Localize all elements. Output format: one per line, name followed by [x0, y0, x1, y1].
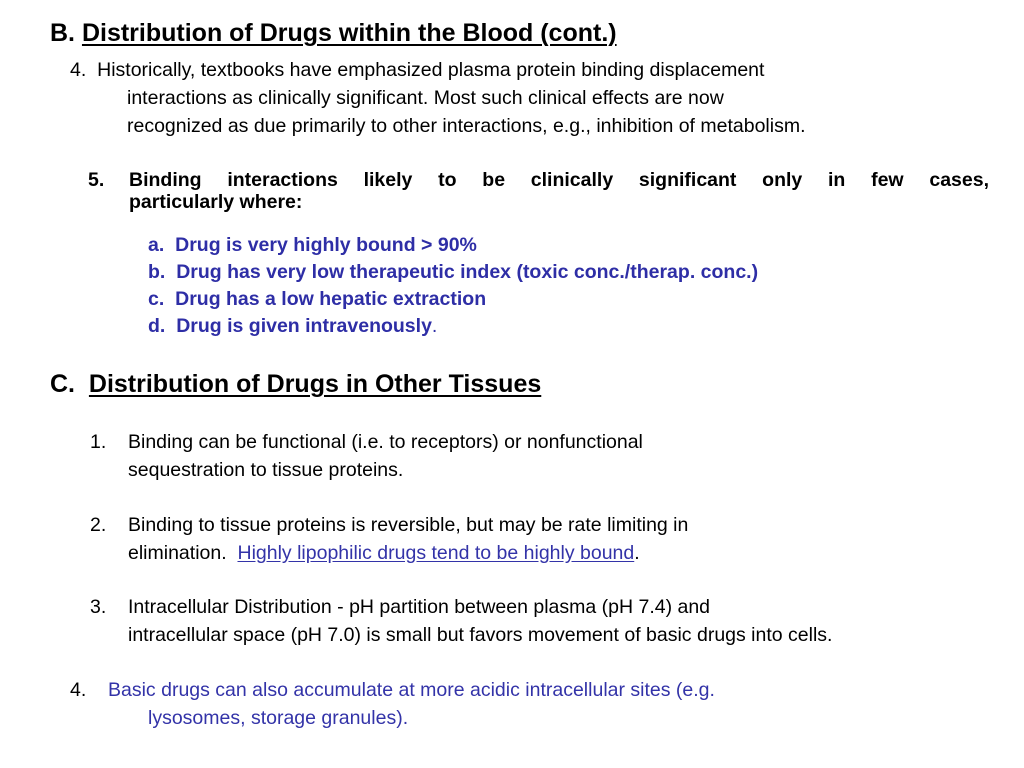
- b-item-4-line-2: interactions as clinically significant. Most such clinical effects are now: [127, 87, 724, 109]
- c-item-4-line-1: Basic drugs can also accumulate at more acidic intracellular sites (e.g.: [108, 679, 715, 701]
- b-item-5-line-2: particularly where:: [129, 191, 303, 213]
- section-b-title: Distribution of Drugs within the Blood (cont.): [81, 19, 617, 47]
- b-subitem-c-letter: c.: [148, 288, 165, 310]
- c-item-2-line-2: [128, 539, 640, 567]
- b-item-5-number: 5.: [88, 169, 105, 191]
- b-item-4-line-3: recognized as due primarily to other interactions, e.g., inhibition of metabolism.: [127, 115, 806, 137]
- c-item-3-line-2: intracellular space (pH 7.0) is small but favors movement of basic drugs into cells.: [128, 624, 833, 646]
- lipophilic-drugs-link[interactable]: Highly lipophilic drugs tend to be highly bound: [237, 542, 635, 564]
- c-item-4-number: 4.: [70, 679, 87, 701]
- b-subitem-a: [148, 234, 477, 257]
- b-subitem-a-text: Drug is very highly bound > 90%: [175, 234, 477, 256]
- b-subitem-b-text: Drug has very low therapeutic index (toxic conc./therap. conc.): [176, 261, 759, 283]
- c-item-2-suffix: .: [634, 542, 640, 564]
- c-item-2-prefix: elimination.: [128, 542, 227, 564]
- b-subitem-b: [148, 261, 758, 284]
- section-c-heading: [50, 370, 541, 399]
- section-b-heading: [50, 19, 617, 48]
- c-item-2-line-1: Binding to tissue proteins is reversible, but may be rate limiting in: [128, 514, 689, 536]
- b-subitem-d-suffix: .: [431, 315, 438, 337]
- c-item-1-line-1: Binding can be functional (i.e. to receptors) or nonfunctional: [128, 431, 643, 453]
- c-item-3-line-1: Intracellular Distribution - pH partition between plasma (pH 7.4) and: [128, 596, 711, 618]
- c-item-3-number: 3.: [90, 596, 107, 618]
- section-c-title: Distribution of Drugs in Other Tissues: [88, 370, 542, 398]
- c-item-1-number: 1.: [90, 431, 107, 453]
- section-b-letter: B.: [50, 19, 75, 47]
- b-subitem-c-text: Drug has a low hepatic extraction: [175, 288, 487, 310]
- b-item-4-text-1: Historically, textbooks have emphasized plasma protein binding displacement: [97, 59, 765, 81]
- c-item-4-line-2: lysosomes, storage granules).: [148, 707, 409, 729]
- b-item-4-number: 4.: [70, 59, 87, 81]
- b-item-4-line-1: [70, 56, 764, 84]
- c-item-1-line-2: sequestration to tissue proteins.: [128, 459, 404, 481]
- b-item-5-line-1: Binding interactions likely to be clinically significant only in few cases,: [129, 169, 989, 191]
- b-subitem-d-letter: d.: [148, 315, 166, 337]
- b-subitem-d: [148, 315, 437, 338]
- section-c-letter: C.: [50, 370, 75, 398]
- b-subitem-a-letter: a.: [148, 234, 165, 256]
- b-subitem-b-letter: b.: [148, 261, 166, 283]
- b-subitem-c: [148, 288, 486, 311]
- c-item-2-number: 2.: [90, 514, 107, 536]
- b-subitem-d-text: Drug is given intravenously: [176, 315, 432, 337]
